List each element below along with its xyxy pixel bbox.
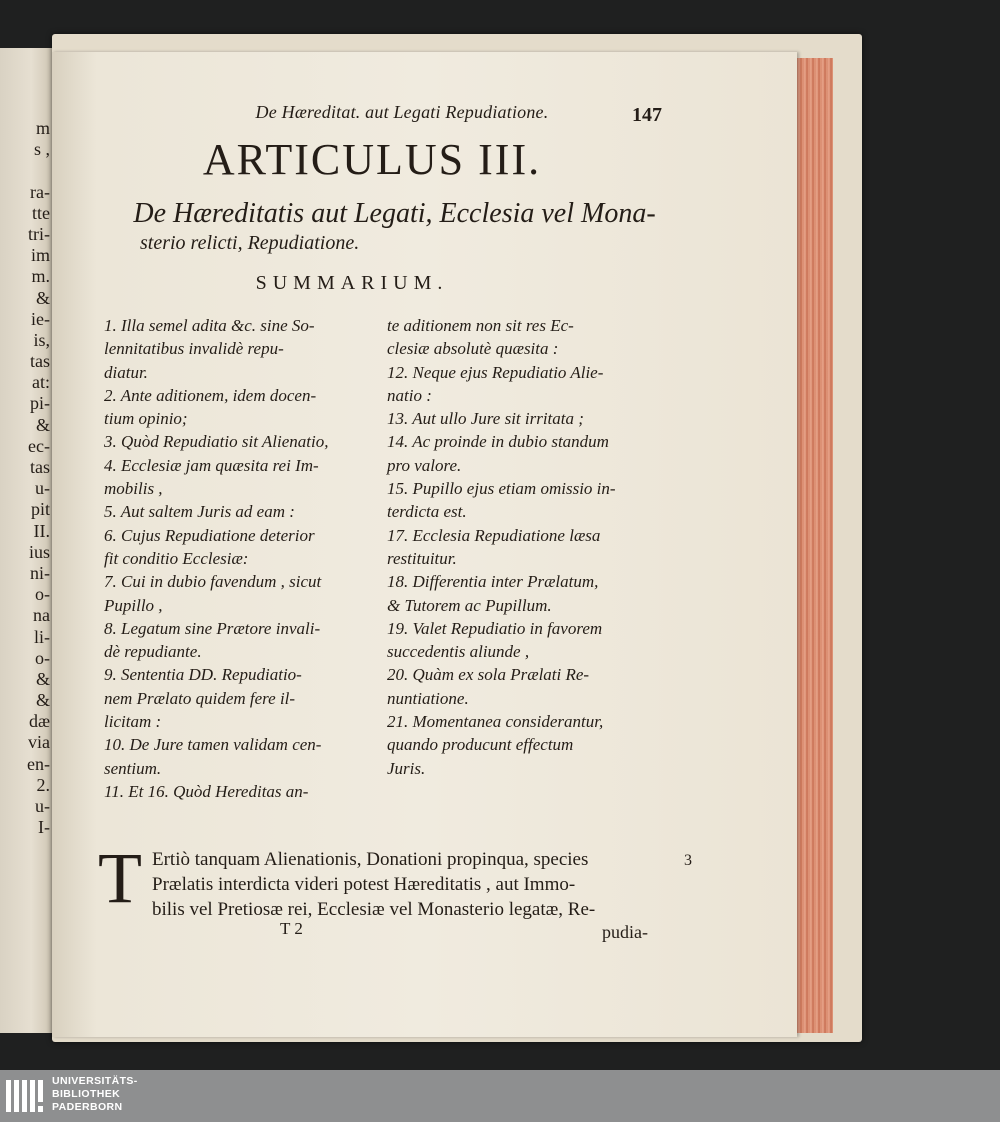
left-page-fragment: u-: [35, 796, 50, 816]
library-name-line: PADERBORN: [52, 1101, 123, 1113]
summary-entry: & Tutorem ac Pupillum.: [387, 595, 552, 615]
left-page-text-fragments: [0, 118, 50, 838]
body-line: bilis vel Pretiosæ rei, Ecclesiæ vel Monasterio legatæ, Re-: [152, 899, 596, 920]
left-page-fragment: ec-: [28, 435, 50, 456]
summary-entry: 10. De Jure tamen validam cen-: [104, 735, 322, 755]
summary-entry: mobilis ,: [104, 479, 163, 499]
summary-entry: sentium.: [104, 758, 162, 778]
summary-entry: 13. Aut ullo Jure sit irritata ;: [387, 409, 584, 429]
page-number: 147: [632, 104, 662, 126]
summary-entry: 15. Pupillo ejus etiam omissio in-: [387, 479, 616, 499]
summary-entry: 11. Et 16. Quòd Hereditas an-: [104, 781, 309, 801]
left-page-fragment: li-: [34, 626, 50, 647]
book-page: [52, 52, 797, 1037]
summary-entry: dè repudiante.: [104, 642, 202, 662]
left-page-fragment: tas: [30, 351, 50, 372]
summary-entry: restituitur.: [387, 548, 457, 568]
left-page-fragment: &: [35, 287, 50, 308]
left-page-fragment: tri-: [28, 223, 50, 244]
summary-entry: quando producunt effectum: [387, 735, 574, 755]
left-page-fragment: dæ: [28, 711, 50, 732]
library-name-line: UNIVERSITÄTS-: [52, 1075, 138, 1087]
summary-entry: tium opinio;: [104, 409, 188, 429]
library-logo-icon: [4, 1076, 48, 1116]
left-page-fragment: s ,: [33, 139, 50, 160]
summary-entry: 4. Ecclesiæ jam quæsita rei Im-: [104, 455, 319, 475]
left-page-fragment: pit: [30, 499, 50, 520]
summary-entry: fit conditio Ecclesiæ:: [104, 548, 249, 568]
library-footer: [0, 1070, 1000, 1122]
left-page-fragment: en-: [27, 753, 50, 774]
left-page-fragment: via: [28, 732, 50, 753]
summary-entry: 6. Cujus Repudiatione deterior: [104, 525, 315, 545]
summary-column-right: [387, 314, 672, 780]
left-page-fragment: na: [33, 605, 50, 626]
left-page-fragment: m: [35, 118, 50, 138]
left-page-fragment: at:: [32, 372, 50, 393]
left-page-fragment: im: [30, 245, 50, 266]
summary-entry: nuntiatione.: [387, 688, 469, 708]
left-page-fragment: tte: [32, 202, 50, 223]
summary-entry: 18. Differentia inter Prælatum,: [387, 572, 599, 592]
left-page-fragment: ni-: [30, 562, 50, 583]
left-page-fragment: m.: [31, 266, 50, 287]
summary-entry: clesiæ absolutè quæsita :: [387, 339, 559, 359]
left-page-fragment: II.: [33, 520, 50, 541]
summary-entry: 19. Valet Repudiatio in favorem: [387, 618, 603, 638]
summary-entry: 12. Neque ejus Repudiatio Alie-: [387, 362, 604, 382]
summary-entry: lennitatibus invalidè repu-: [104, 339, 284, 359]
summary-entry: 7. Cui in dubio favendum , sicut: [104, 572, 322, 592]
left-page-edge: [0, 48, 54, 1033]
summarium-heading: SUMMARIUM.: [255, 272, 449, 294]
summary-entry: nem Prælato quidem fere il-: [104, 688, 296, 708]
drop-cap: T: [98, 838, 142, 918]
article-title: ARTICULUS III.: [202, 135, 542, 184]
left-page-fragment: o-: [35, 647, 50, 668]
summary-entry: licitam :: [104, 712, 162, 732]
article-subtitle: De Hæreditatis aut Legati, Ecclesia vel Mona-: [133, 198, 656, 229]
summary-entry: 3. Quòd Repudiatio sit Alienatio,: [104, 432, 329, 452]
summary-entry: natio :: [387, 385, 432, 405]
left-page-fragment: 2.: [36, 774, 50, 795]
margin-number: 3: [684, 852, 692, 869]
summary-entry: te aditionem non sit res Ec-: [387, 316, 574, 335]
left-page-fragment: u-: [35, 478, 50, 499]
body-paragraph: [100, 847, 685, 922]
summary-entry: Pupillo ,: [104, 595, 163, 615]
summary-entry: 20. Quàm ex sola Prælati Re-: [387, 665, 590, 685]
running-head: De Hæreditat. aut Legati Repudiatione.: [255, 102, 549, 122]
left-page-fragment: o-: [35, 584, 50, 605]
left-page-fragment: &: [35, 668, 50, 689]
summary-entry: 2. Ante aditionem, idem docen-: [104, 385, 317, 405]
left-page-fragment: I-: [38, 817, 50, 838]
summary-entry: 17. Ecclesia Repudiatione læsa: [387, 525, 601, 545]
summary-entry: 21. Momentanea considerantur,: [387, 712, 604, 732]
body-line: Prælatis interdicta videri potest Hæreditatis , aut Immo-: [152, 874, 576, 895]
article-subtitle-continuation: sterio relicti, Repudiatione.: [140, 232, 360, 254]
left-page-fragment: is,: [33, 329, 50, 350]
library-name: [52, 1075, 138, 1114]
left-page-fragment: pi-: [30, 393, 50, 414]
catchword: pudia-: [602, 922, 648, 942]
summary-entry: 5. Aut saltem Juris ad eam :: [104, 502, 295, 522]
body-line: Ertiò tanquam Alienationis, Donationi propinqua, species: [152, 849, 589, 870]
left-page-fragment: &: [35, 690, 50, 711]
left-page-fragment: tas: [30, 457, 50, 477]
left-page-fragment: ius: [28, 541, 50, 562]
summary-entry: diatur.: [104, 362, 148, 382]
left-page-fragment: ra-: [30, 181, 50, 202]
summary-entry: terdicta est.: [387, 502, 467, 522]
library-name-line: BIBLIOTHEK: [52, 1088, 121, 1100]
left-page-fragment: [0, 160, 50, 181]
summary-column-left: [104, 314, 374, 803]
summary-entry: 8. Legatum sine Prætore invali-: [104, 618, 321, 638]
summary-entry: pro valore.: [387, 455, 462, 475]
summary-entry: 14. Ac proinde in dubio standum: [387, 432, 609, 452]
signature-mark: T 2: [280, 919, 303, 938]
summary-entry: succedentis aliunde ,: [387, 642, 530, 662]
left-page-fragment: &: [35, 414, 50, 435]
summary-entry: 9. Sententia DD. Repudiatio-: [104, 665, 302, 685]
left-page-fragment: ie-: [31, 308, 50, 329]
summary-entry: Juris.: [387, 758, 426, 778]
summary-entry: 1. Illa semel adita &c. sine So-: [104, 316, 315, 335]
